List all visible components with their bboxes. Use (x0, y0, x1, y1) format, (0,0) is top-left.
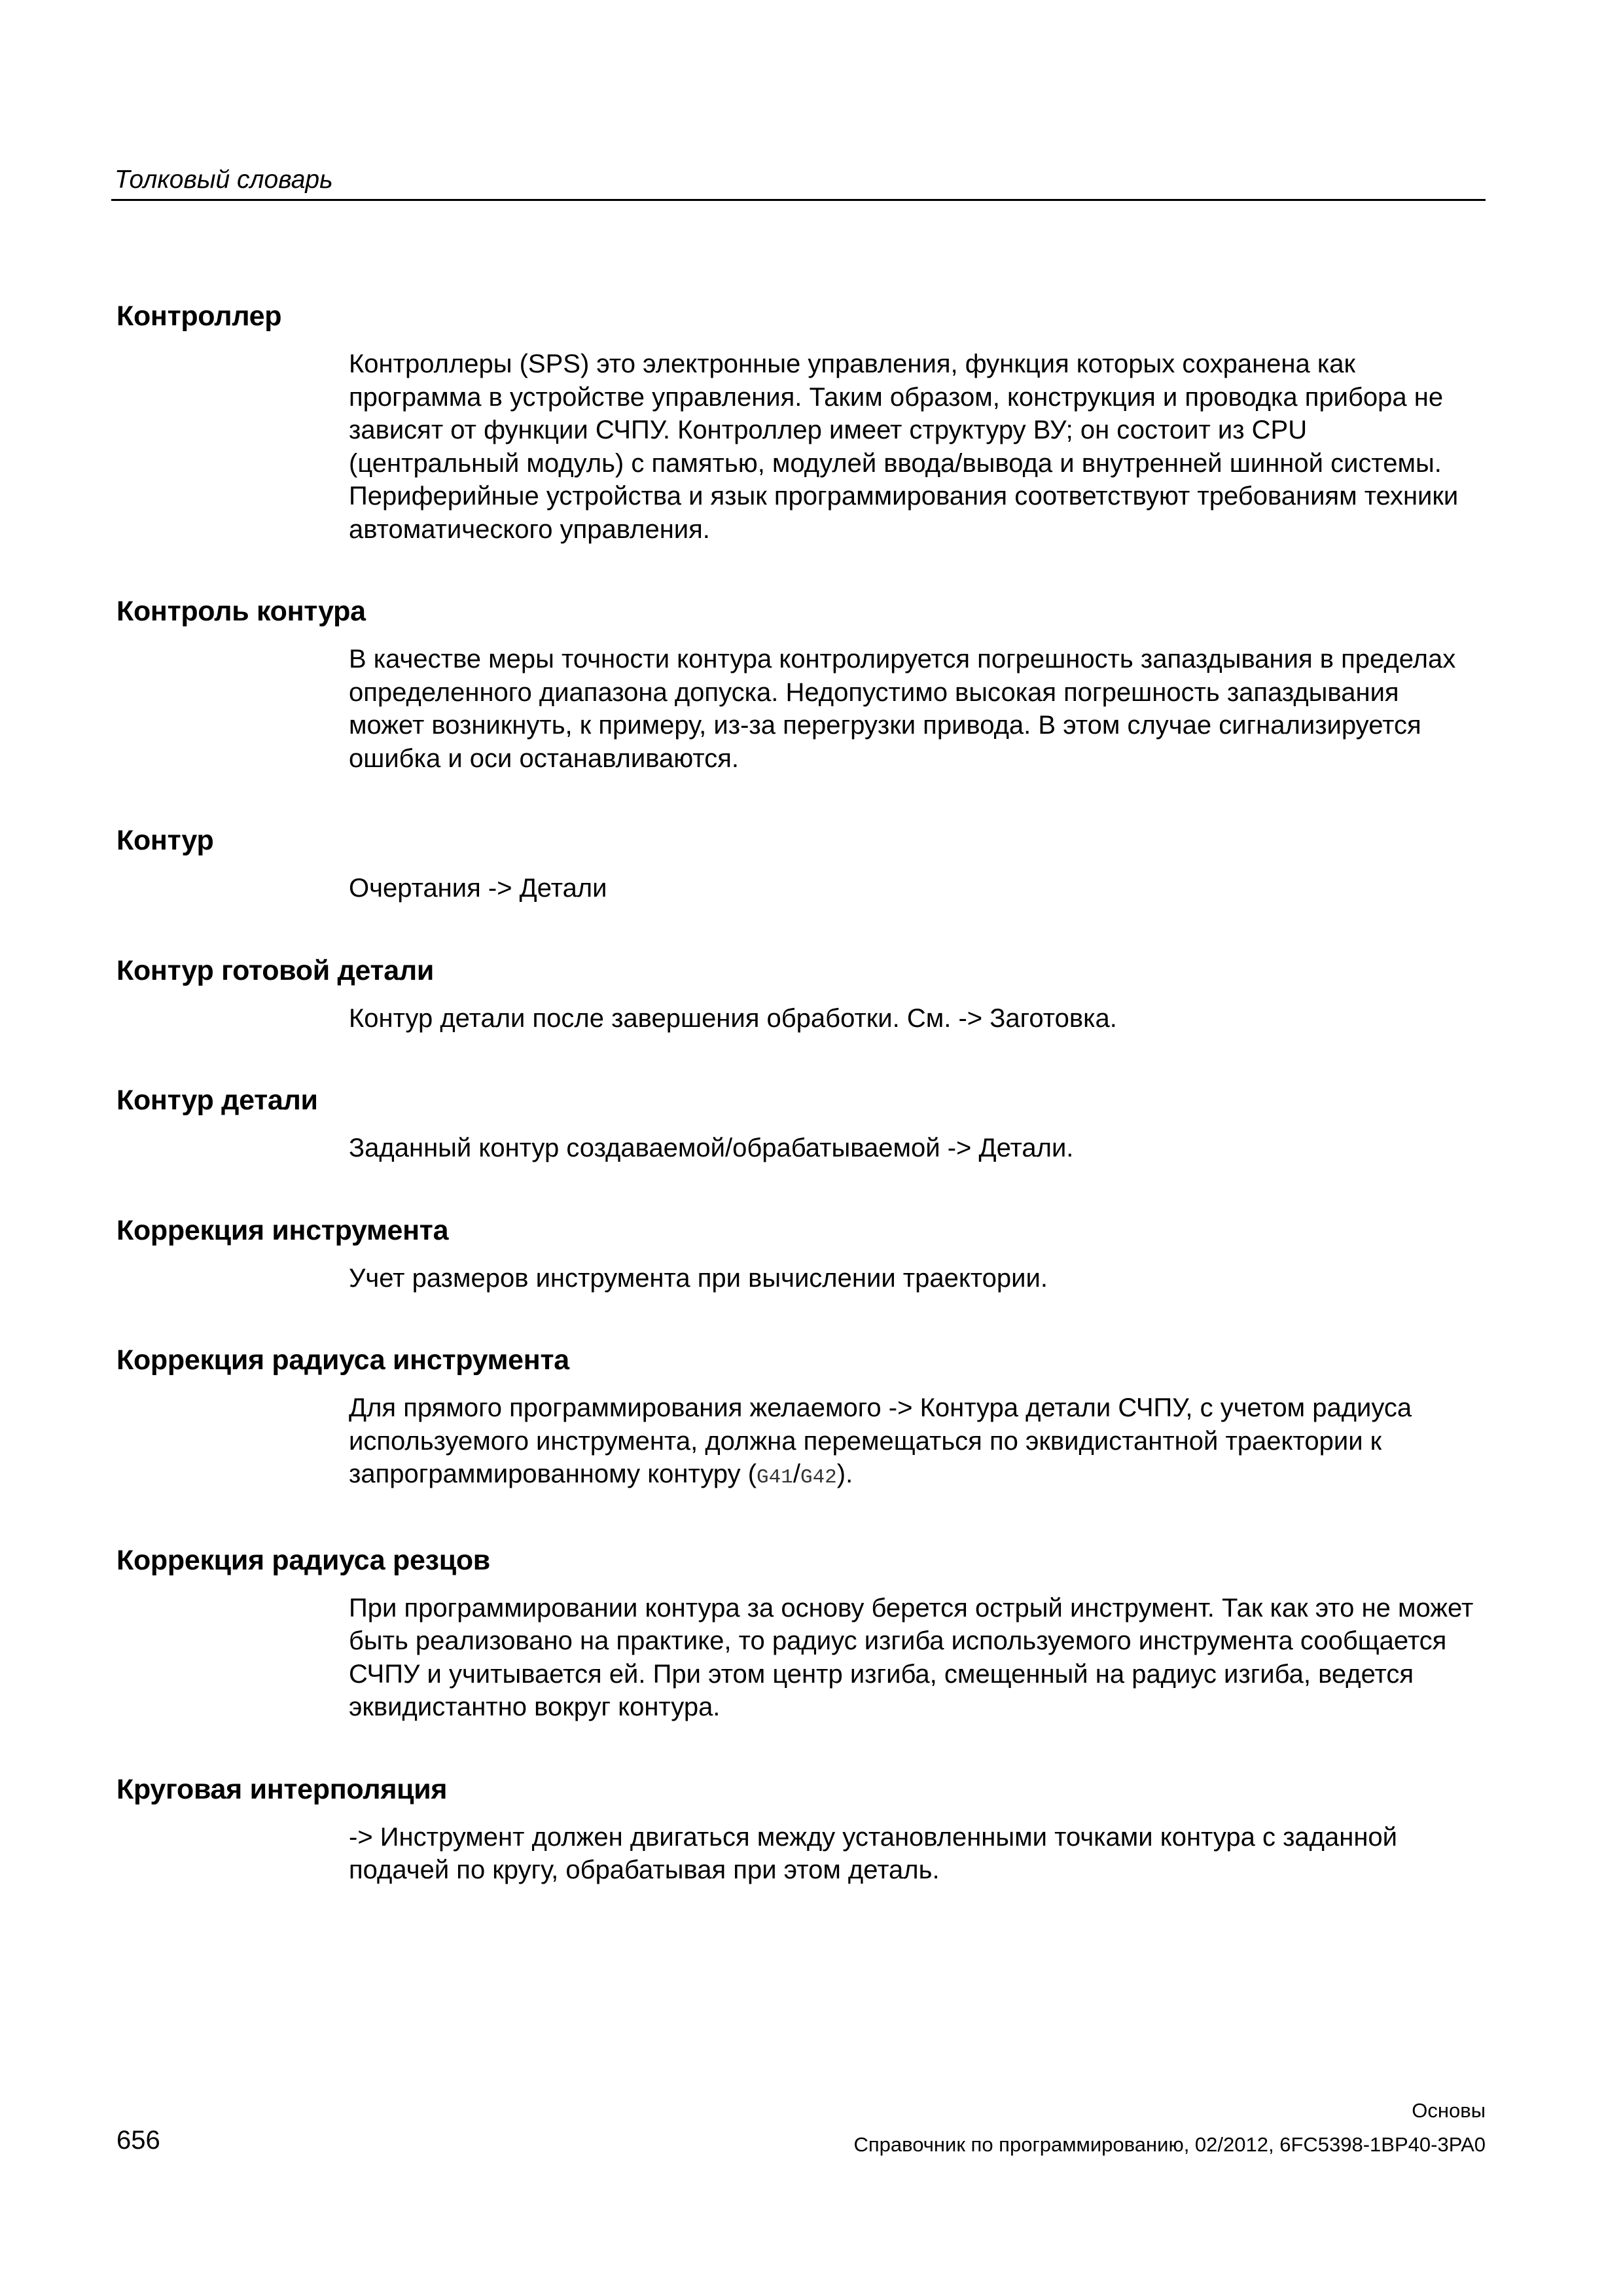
header-rule (111, 199, 1486, 201)
glossary-term: Контроль контура (116, 596, 366, 627)
footer-document-info: Справочник по программированию, 02/2012, 6FC5398-1BP40-3PA0 (853, 2133, 1486, 2156)
glossary-content (116, 298, 1491, 1934)
code-g42: G42 (800, 1466, 837, 1489)
glossary-term: Контроллер (116, 300, 282, 332)
glossary-definition: Очертания -> Детали (349, 874, 607, 903)
glossary-definition: Контроллеры (SPS) это электронные управления, функция которых сохранена как программа в устройстве управления. Таким образом, конструкция и проводка прибора не зависят от функции СЧПУ. Контроллер имеет структуру ВУ; он состоит из CPU (центральный модуль) с памятью, модулей ввода/вывода и внутренней шинной системы. Периферийные устройства и язык программирования соответствуют требованиям техники автоматического управления. (349, 350, 1459, 544)
definition-text: Для прямого программирования желаемого -> Контура детали СЧПУ, с учетом радиуса используемого инструмента, должна перемещаться по эквидистантной траектории к запрограммированному контуру ( (349, 1393, 1412, 1488)
glossary-entry (116, 1771, 1491, 1887)
glossary-term: Коррекция радиуса инструмента (116, 1344, 569, 1376)
glossary-entry (116, 952, 1491, 1035)
glossary-definition: Учет размеров инструмента при вычислении траектории. (349, 1263, 1048, 1293)
glossary-term: Контур готовой детали (116, 954, 435, 986)
glossary-definition: При программировании контура за основу берется острый инструмент. Так как это не может быть реализовано на практике, то радиус изгиба используемого инструмента сообщается СЧПУ и учитывается ей. При этом центр изгиба, смещенный на радиус изгиба, ведется эквидистантно вокруг контура. (349, 1593, 1474, 1721)
glossary-term: Коррекция инструмента (116, 1214, 449, 1246)
code-separator: / (793, 1460, 800, 1488)
glossary-entry (116, 1212, 1491, 1295)
glossary-entry (116, 298, 1491, 546)
running-header: Толковый словарь (115, 166, 333, 194)
definition-text-end: ). (836, 1460, 853, 1488)
glossary-entry (116, 1082, 1491, 1165)
page-number: 656 (116, 2126, 160, 2155)
glossary-definition: В качестве меры точности контура контролируется погрешность запаздывания в пределах определенного диапазона допуска. Недопустимо высокая погрешность запаздывания может возникнуть, к примеру, из-за перегрузки привода. В этом случае сигнализируется ошибка и оси останавливаются. (349, 645, 1456, 773)
glossary-entry (116, 1542, 1491, 1724)
glossary-entry (116, 822, 1491, 905)
glossary-entry (116, 593, 1491, 775)
glossary-entry (116, 1342, 1491, 1495)
glossary-term: Коррекция радиуса резцов (116, 1544, 490, 1576)
glossary-definition (349, 1391, 1474, 1495)
glossary-term: Контур детали (116, 1085, 318, 1116)
glossary-definition: Заданный контур создаваемой/обрабатываемой -> Детали. (349, 1134, 1074, 1162)
footer-product-name: Основы (1412, 2099, 1486, 2122)
glossary-term: Круговая интерполяция (116, 1773, 448, 1805)
glossary-definition: -> Инструмент должен двигаться между установленными точками контура с заданной подачей по кругу, обрабатывая при этом деталь. (349, 1822, 1398, 1884)
glossary-term: Контур (116, 825, 214, 856)
glossary-definition: Контур детали после завершения обработки. См. -> Заготовка. (349, 1003, 1117, 1033)
code-g41: G41 (757, 1466, 793, 1489)
